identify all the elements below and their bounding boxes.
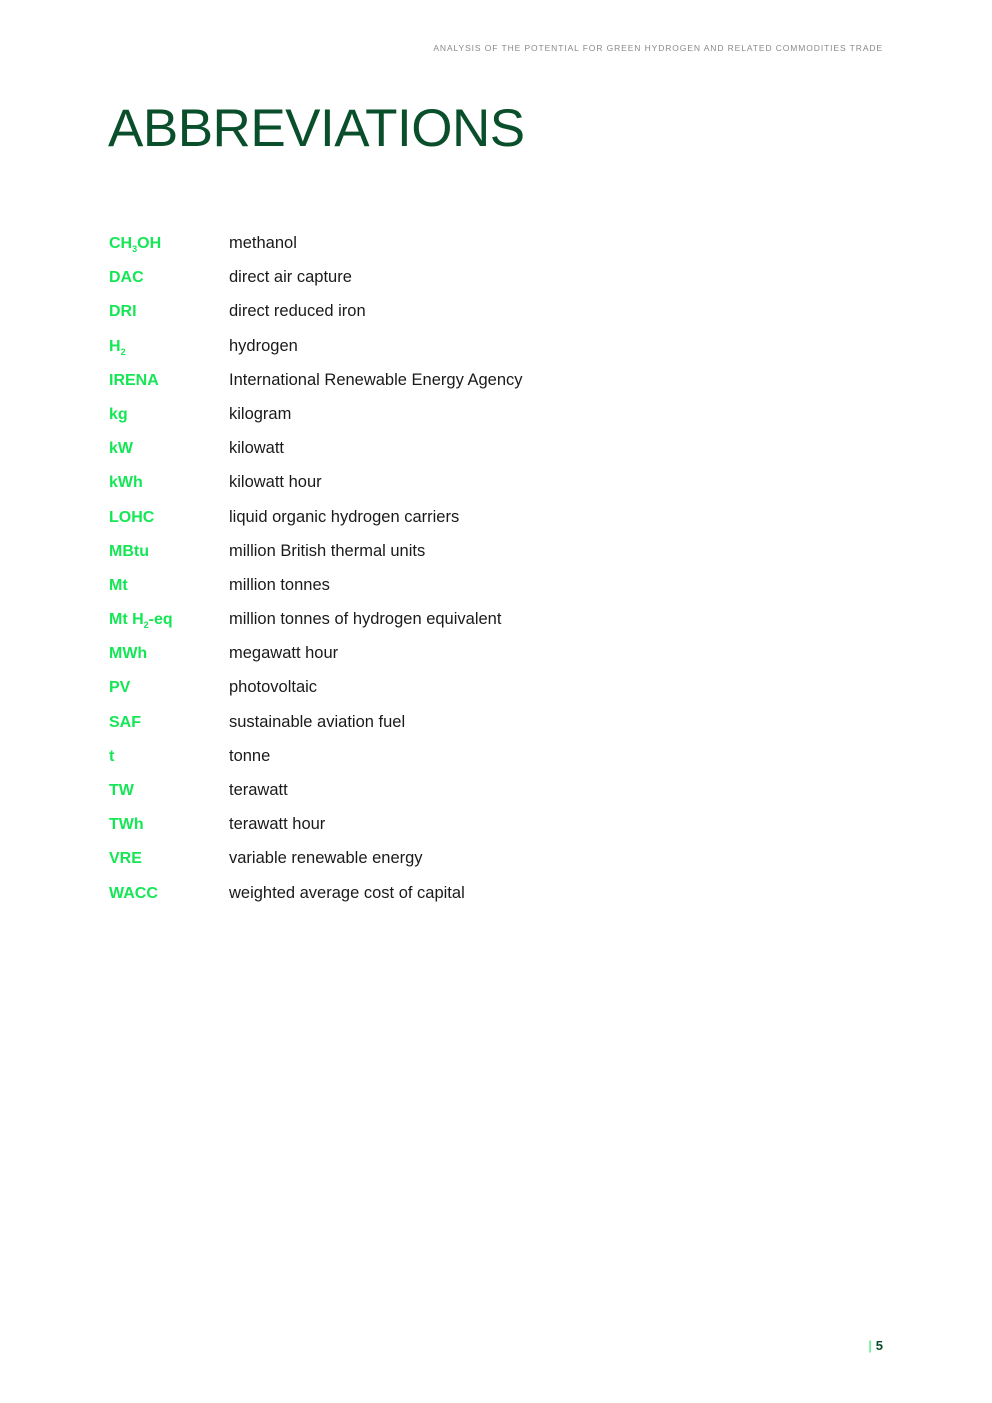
- abbreviation-term: DRI: [109, 303, 137, 321]
- abbreviation-row: [109, 576, 709, 610]
- abbreviation-row: [109, 815, 709, 849]
- abbreviation-row: [109, 884, 709, 918]
- abbreviation-row: [109, 405, 709, 439]
- page-number-value: 5: [875, 1338, 883, 1353]
- abbreviation-row: [109, 781, 709, 815]
- page-number: [868, 1338, 883, 1353]
- abbreviation-definition: hydrogen: [229, 336, 298, 355]
- abbreviation-definition: terawatt hour: [229, 815, 326, 834]
- abbreviation-row: [109, 337, 709, 371]
- abbreviation-row: [109, 268, 709, 302]
- abbreviation-term: $CH_3OH$: [109, 235, 162, 254]
- abbreviation-term: MWh: [109, 645, 148, 663]
- abbreviation-term: VRE: [109, 850, 142, 868]
- abbreviation-row: [109, 747, 709, 781]
- abbreviation-term: PV: [109, 679, 131, 697]
- abbreviation-definition: photovoltaic: [229, 678, 318, 697]
- page-title: ABBREVIATIONS: [108, 99, 525, 158]
- abbreviation-term: Mt $H_2-eq$: [109, 611, 173, 631]
- abbreviation-row: [109, 678, 709, 712]
- abbreviation-term: t: [109, 747, 115, 765]
- abbreviation-definition: sustainable aviation fuel: [229, 712, 406, 731]
- abbreviation-definition: weighted average cost of capital: [229, 883, 465, 902]
- abbreviation-definition: tonne: [229, 746, 271, 765]
- abbreviation-row: [109, 302, 709, 336]
- abbreviation-term: kWh: [109, 474, 143, 492]
- abbreviation-definition: million British thermal units: [229, 541, 426, 560]
- abbreviation-definition: variable renewable energy: [229, 849, 423, 868]
- abbreviation-definition: million tonnes of hydrogen equivalent: [229, 610, 502, 629]
- abbreviation-term: Mt: [109, 576, 128, 594]
- abbreviation-term: DAC: [109, 269, 144, 287]
- abbreviation-term: SAF: [109, 713, 141, 731]
- running-header: ANALYSIS OF THE POTENTIAL FOR GREEN HYDROGEN AND RELATED COMMODITIES TRADE: [433, 43, 883, 53]
- abbreviation-definition: liquid organic hydrogen carriers: [229, 507, 460, 526]
- abbreviation-row: [109, 849, 709, 883]
- abbreviation-row: [109, 713, 709, 747]
- abbreviation-term: WACC: [109, 884, 158, 902]
- page-number-separator: |: [868, 1338, 872, 1353]
- abbreviation-definition: million tonnes: [229, 575, 330, 594]
- abbreviation-row: [109, 439, 709, 473]
- abbreviation-definition: methanol: [229, 234, 297, 252]
- abbreviation-definition: kilowatt: [229, 439, 285, 458]
- abbreviation-definition: International Renewable Energy Agency: [229, 370, 523, 389]
- abbreviation-row: [109, 473, 709, 507]
- abbreviation-row: [109, 234, 709, 268]
- abbreviation-row: [109, 644, 709, 678]
- abbreviation-term: MBtu: [109, 542, 149, 560]
- abbreviation-term: $H_2$: [109, 337, 126, 357]
- abbreviation-definition: kilowatt hour: [229, 473, 322, 492]
- abbreviation-term: IRENA: [109, 371, 159, 389]
- abbreviation-term: kg: [109, 405, 128, 423]
- abbreviation-definition: direct reduced iron: [229, 302, 366, 321]
- abbreviation-definition: megawatt hour: [229, 644, 339, 663]
- abbreviation-row: [109, 542, 709, 576]
- abbreviation-row: [109, 371, 709, 405]
- abbreviation-list: [109, 234, 709, 918]
- abbreviation-definition: terawatt: [229, 781, 288, 799]
- abbreviation-term: kW: [109, 440, 133, 458]
- abbreviation-row: [109, 610, 709, 644]
- abbreviation-term: LOHC: [109, 508, 155, 526]
- abbreviation-definition: kilogram: [229, 404, 292, 423]
- abbreviation-definition: direct air capture: [229, 268, 352, 287]
- abbreviation-row: [109, 508, 709, 542]
- abbreviation-term: TWh: [109, 816, 144, 834]
- abbreviation-term: TW: [109, 782, 134, 799]
